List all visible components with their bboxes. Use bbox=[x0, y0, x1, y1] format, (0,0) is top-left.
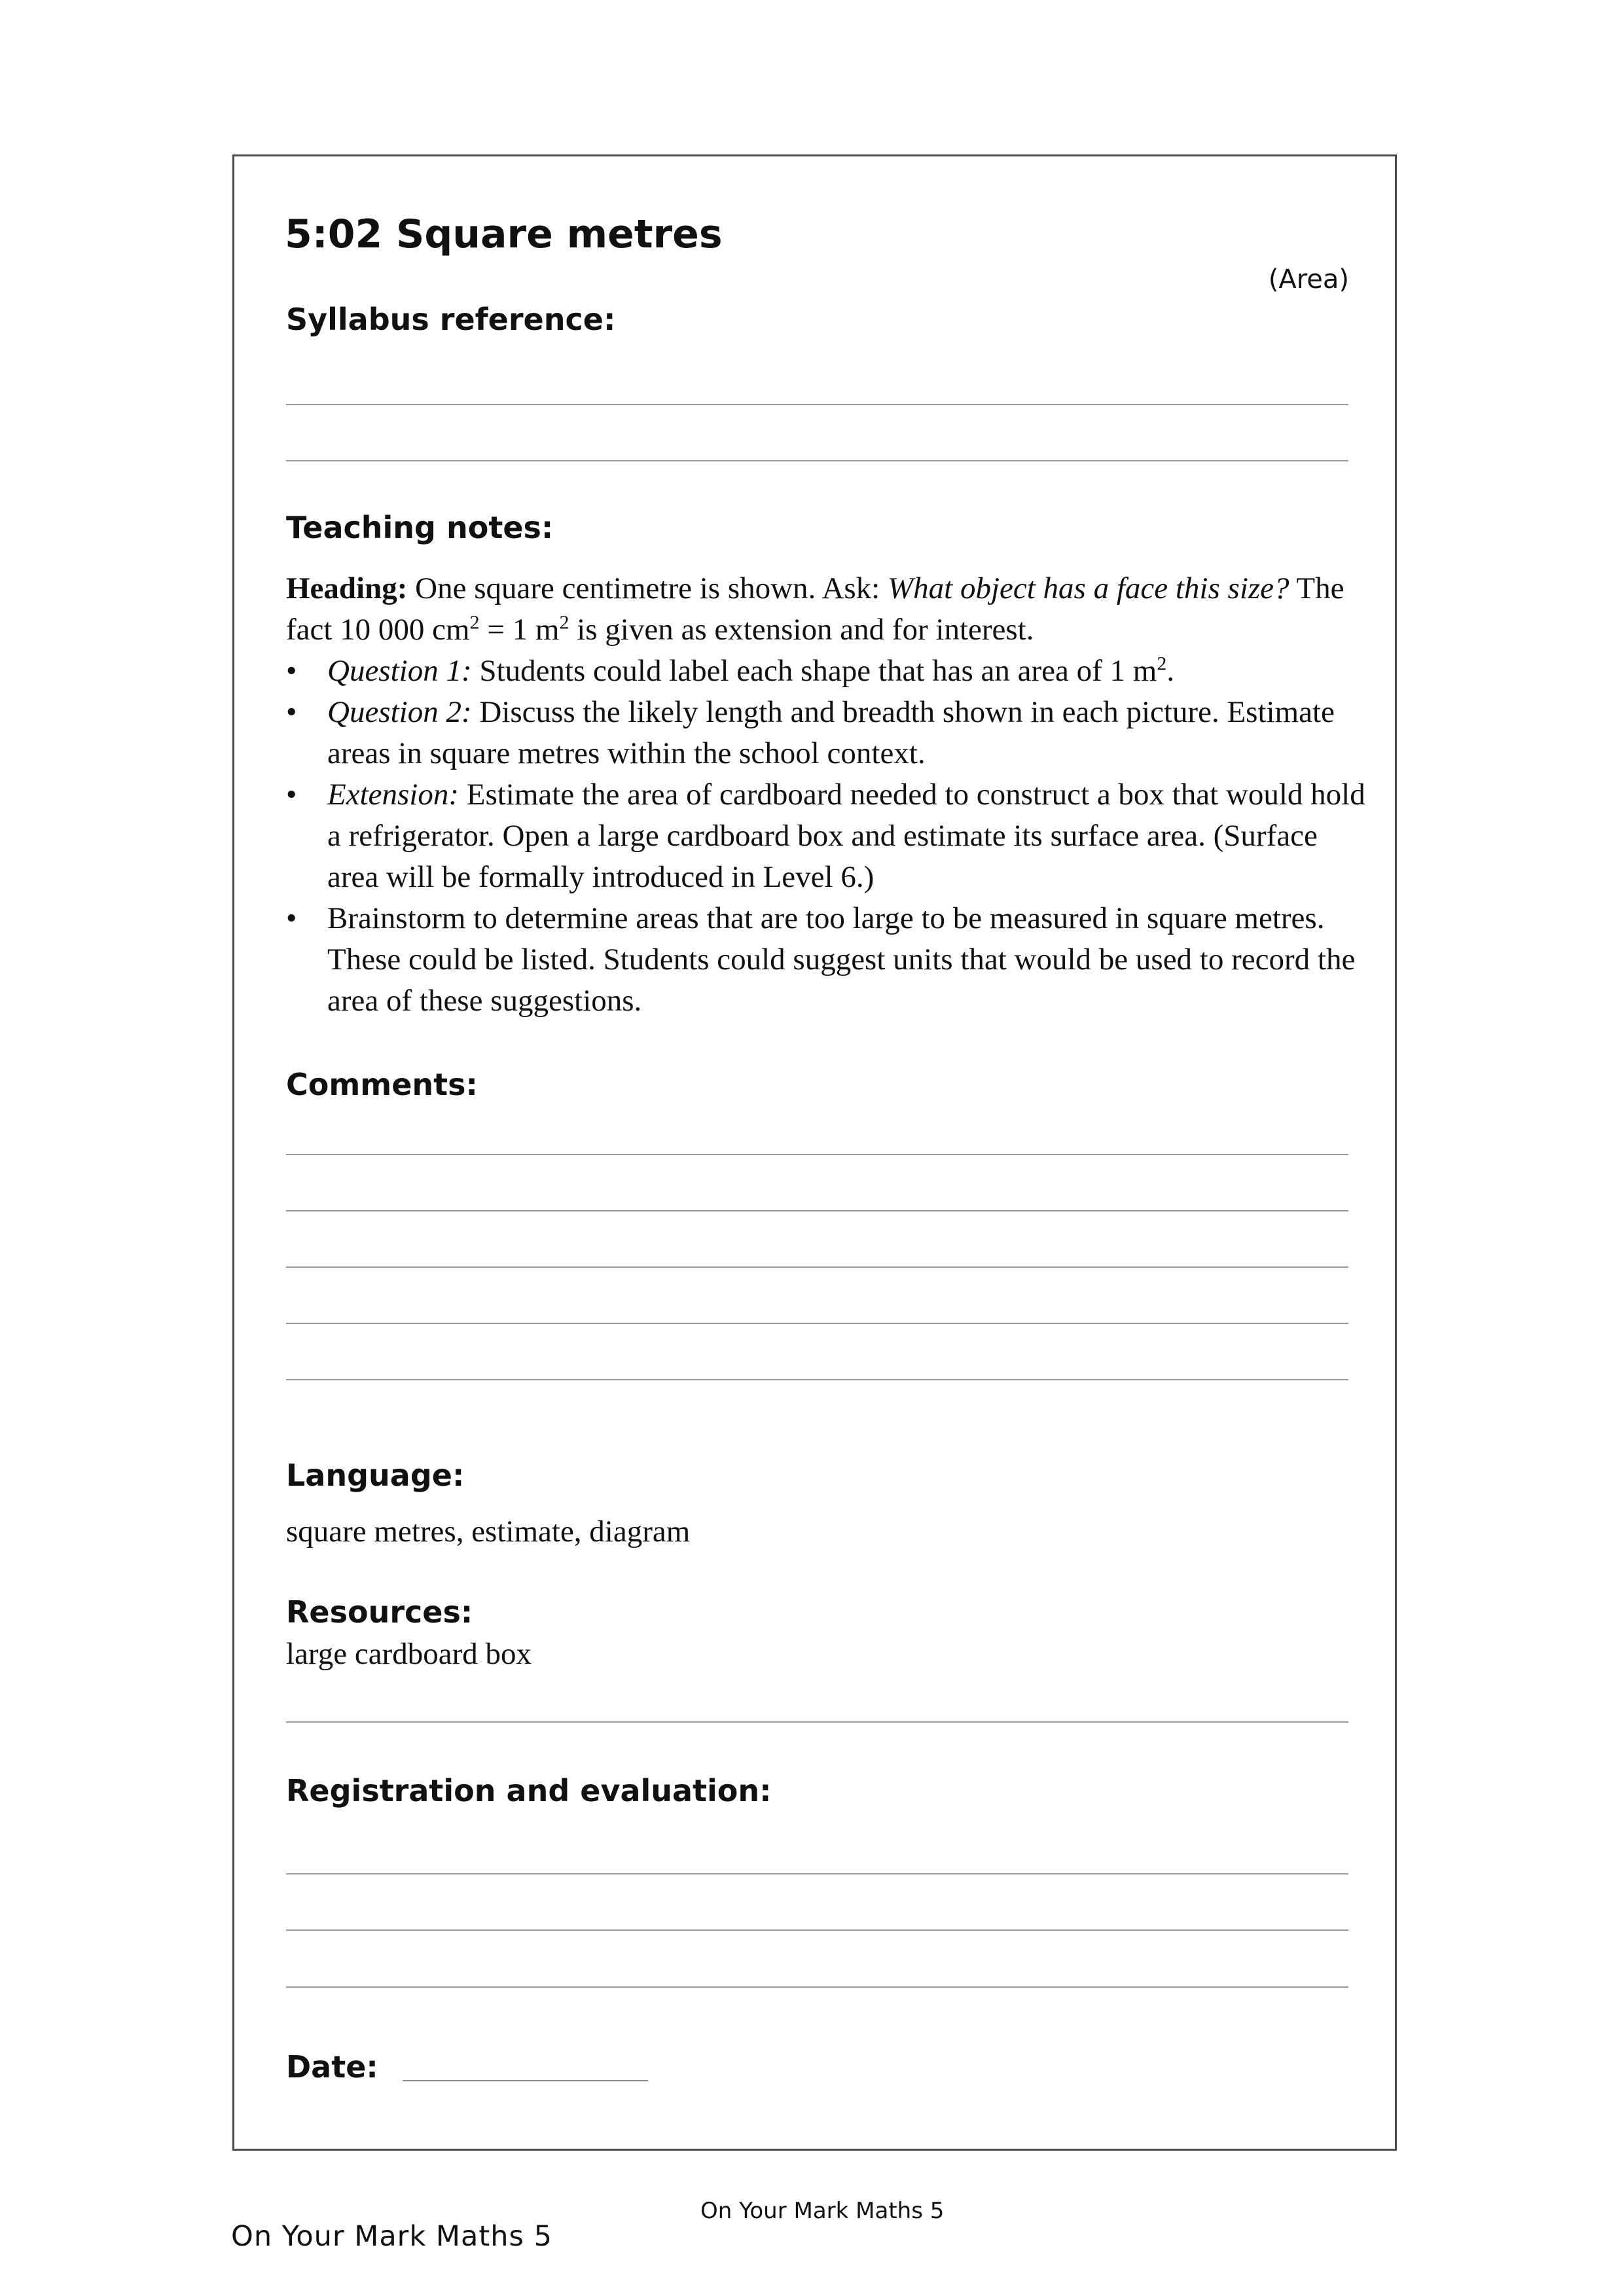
language-heading: Language: bbox=[286, 1458, 465, 1493]
bullet-icon: • bbox=[286, 654, 297, 688]
page-title: 5:02 Square metres bbox=[285, 211, 723, 257]
page-frame bbox=[232, 154, 1397, 2151]
list-item: • Extension: Estimate the area of cardboard needed to construct a box that would hold a refrigerator. Open a large cardboard box and estimate its surface area. (Surface area will be formally introduced in Level 6.) bbox=[286, 774, 1373, 898]
comments-line-2 bbox=[286, 1210, 1348, 1211]
registration-line-2 bbox=[286, 1929, 1348, 1931]
registration-heading: Registration and evaluation: bbox=[286, 1773, 772, 1808]
bullet-icon: • bbox=[286, 901, 297, 935]
heading-note: Heading: One square centimetre is shown. Ask: What object has a face this size? The fact 10 000 $cm^2 = 1$ $m^2$ is given as extension and for interest. bbox=[286, 571, 1344, 647]
registration-line-1 bbox=[286, 1873, 1348, 1874]
topic-label: (Area) bbox=[1268, 264, 1349, 295]
date-label: Date: bbox=[286, 2049, 378, 2085]
resources-text: large cardboard box bbox=[286, 1637, 532, 1671]
heading-note-label: Heading: bbox=[286, 571, 408, 605]
comments-line-5 bbox=[286, 1379, 1348, 1380]
teaching-notes-heading: Teaching notes: bbox=[286, 510, 554, 545]
heading-question: What object has a face this size? bbox=[888, 571, 1290, 605]
bullet-icon: • bbox=[286, 695, 297, 729]
comments-line-4 bbox=[286, 1323, 1348, 1324]
footer-brand: On Your Mark Maths 5 bbox=[231, 2220, 552, 2253]
resources-line bbox=[286, 1721, 1348, 1723]
comments-heading: Comments: bbox=[286, 1067, 478, 1102]
comments-line-1 bbox=[286, 1154, 1348, 1155]
syllabus-heading: Syllabus reference: bbox=[286, 302, 616, 337]
list-item: • Question 2: Discuss the likely length and breadth shown in each picture. Estimate areas in square metres within the school context. bbox=[286, 692, 1373, 774]
teaching-notes-body bbox=[286, 568, 1373, 1022]
syllabus-line-1 bbox=[286, 404, 1348, 405]
comments-line-3 bbox=[286, 1266, 1348, 1268]
bullet-icon: • bbox=[286, 778, 297, 812]
date-line bbox=[403, 2080, 648, 2081]
registration-line-3 bbox=[286, 1986, 1348, 1988]
list-item: • Brainstorm to determine areas that are too large to be measured in square metres. These could be listed. Students could suggest units that would be used to record the area of these suggestions. bbox=[286, 898, 1373, 1022]
list-item: • Question 1: Students could label each shape that has an area of 1 $m^2$. bbox=[286, 651, 1373, 692]
resources-heading: Resources: bbox=[286, 1594, 473, 1630]
syllabus-line-2 bbox=[286, 460, 1348, 461]
language-text: square metres, estimate, diagram bbox=[286, 1515, 691, 1549]
teaching-notes-list bbox=[286, 651, 1373, 1022]
footer-title: On Your Mark Maths 5 bbox=[700, 2198, 945, 2224]
